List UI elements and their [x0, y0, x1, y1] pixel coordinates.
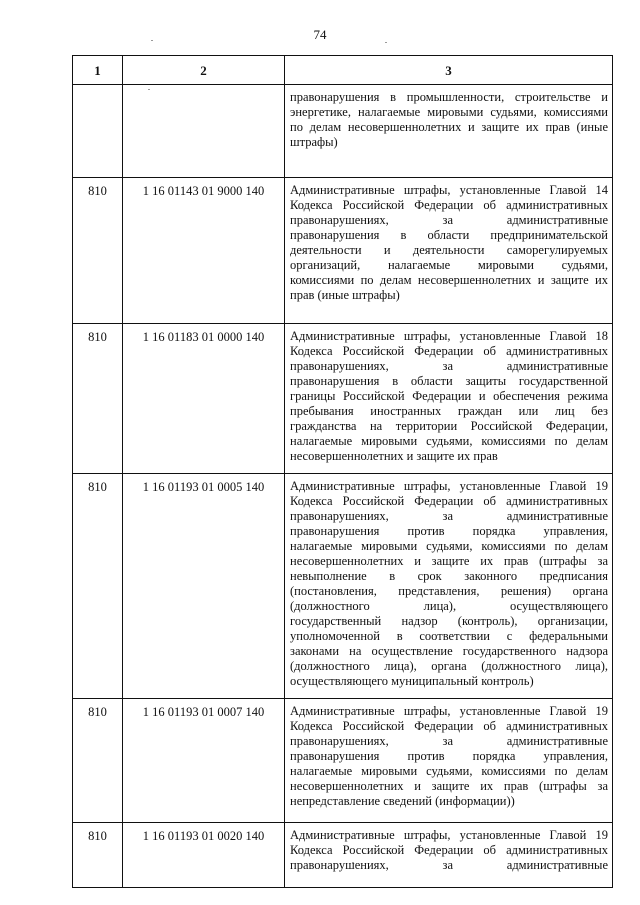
description-cell [285, 178, 613, 324]
table-row [73, 178, 613, 324]
description-line: прав (иные штрафы) [290, 288, 400, 302]
table-header-row [73, 56, 613, 85]
table-row [73, 474, 613, 699]
description-line: непредставление сведений (информации)) [290, 794, 515, 808]
description-line: несовершеннолетних и защите их прав [290, 449, 498, 463]
description-line: правонарушениях, за административные [290, 359, 608, 373]
description-line: осуществляющего муниципальный контроль) [290, 674, 534, 688]
table-row [73, 324, 613, 474]
scan-artifact [151, 40, 153, 41]
description-line: границы Российской Федерации и обеспечения режима [290, 389, 608, 403]
description-line: Административные штрафы, установленные Главой 19 [290, 479, 608, 493]
admin-code-cell: 810 [73, 699, 123, 823]
description-line: штрафы) [290, 135, 338, 149]
column-header-2: 2 [123, 56, 285, 85]
description-cell [285, 85, 613, 178]
description-line: государственный надзор (контроль), организации, [290, 614, 608, 628]
description-line: законами на осуществление государственного надзора [290, 644, 608, 658]
description-line: пребывания иностранных граждан или лиц без [290, 404, 608, 418]
kbk-code-cell: 1 16 01143 01 9000 140 [123, 178, 285, 324]
description-line: правонарушения в промышленности, строительстве и [290, 90, 608, 104]
budget-classification-table [72, 55, 613, 888]
description-line: невыполнение в срок законного предписания [290, 569, 608, 583]
description-line: (должностного лица), органа (должностного лица), [290, 659, 608, 673]
description-line: налагаемые мировыми судьями, комиссиями по делам [290, 434, 608, 448]
description-line: правонарушения против порядка управления, [290, 524, 608, 538]
table-row [73, 823, 613, 888]
admin-code-cell: 810 [73, 474, 123, 699]
kbk-code-cell: 1 16 01193 01 0020 140 [123, 823, 285, 888]
description-line: налагаемые мировыми судьями, комиссиями по делам [290, 764, 608, 778]
table-row-continuation [73, 85, 613, 178]
description-line: (постановления, представления, решения) органа [290, 584, 608, 598]
description-line: правонарушениях, за административные [290, 213, 608, 227]
description-line: несовершеннолетних и защите их прав (штрафы за [290, 779, 608, 793]
description-line: Кодекса Российской Федерации об административных [290, 198, 608, 212]
scan-artifact [385, 42, 387, 43]
admin-code-cell: 810 [73, 324, 123, 474]
description-line: Административные штрафы, установленные Главой 14 [290, 183, 608, 197]
description-line: Административные штрафы, установленные Главой 19 [290, 828, 608, 842]
kbk-code-cell [123, 85, 285, 178]
column-header-3: 3 [285, 56, 613, 85]
admin-code-cell: 810 [73, 178, 123, 324]
description-line: по делам несовершеннолетних и защите их прав (иные [290, 120, 608, 134]
description-line: гражданства на территории Российской Федерации, [290, 419, 608, 433]
description-line: Кодекса Российской Федерации об административных [290, 719, 608, 733]
description-line: Кодекса Российской Федерации об административных [290, 843, 608, 857]
description-line: Кодекса Российской Федерации об административных [290, 344, 608, 358]
description-line: Кодекса Российской Федерации об административных [290, 494, 608, 508]
description-line: правонарушениях, за административные [290, 734, 608, 748]
description-line: правонарушения в области защиты государственной [290, 374, 608, 388]
kbk-code-cell: 1 16 01183 01 0000 140 [123, 324, 285, 474]
description-line: Административные штрафы, установленные Главой 18 [290, 329, 608, 343]
description-line: правонарушениях, за административные [290, 858, 608, 872]
table-row [73, 699, 613, 823]
admin-code-cell: 810 [73, 823, 123, 888]
description-cell [285, 823, 613, 888]
admin-code-cell [73, 85, 123, 178]
description-line: комиссиями по делам несовершеннолетних и защите их [290, 273, 608, 287]
description-line: организаций, налагаемые мировыми судьями, [290, 258, 608, 272]
kbk-code-cell: 1 16 01193 01 0005 140 [123, 474, 285, 699]
description-line: правонарушения против порядка управления, [290, 749, 608, 763]
description-line: правонарушения в области предпринимательской [290, 228, 608, 242]
page-number: 74 [313, 27, 327, 42]
description-line: энергетике, налагаемые мировыми судьями, комиссиями [290, 105, 608, 119]
description-line: (должностного лица), осуществляющего [290, 599, 608, 613]
description-line: уполномоченной в соответствии с федеральными [290, 629, 608, 643]
kbk-code-cell: 1 16 01193 01 0007 140 [123, 699, 285, 823]
description-line: налагаемые мировыми судьями, комиссиями по делам [290, 539, 608, 553]
description-cell [285, 699, 613, 823]
column-header-1: 1 [73, 56, 123, 85]
description-line: правонарушениях, за административные [290, 509, 608, 523]
description-line: несовершеннолетних и защите их прав (штрафы за [290, 554, 608, 568]
description-cell [285, 474, 613, 699]
description-line: Административные штрафы, установленные Главой 19 [290, 704, 608, 718]
description-line: деятельности и деятельности саморегулируемых [290, 243, 608, 257]
description-cell [285, 324, 613, 474]
